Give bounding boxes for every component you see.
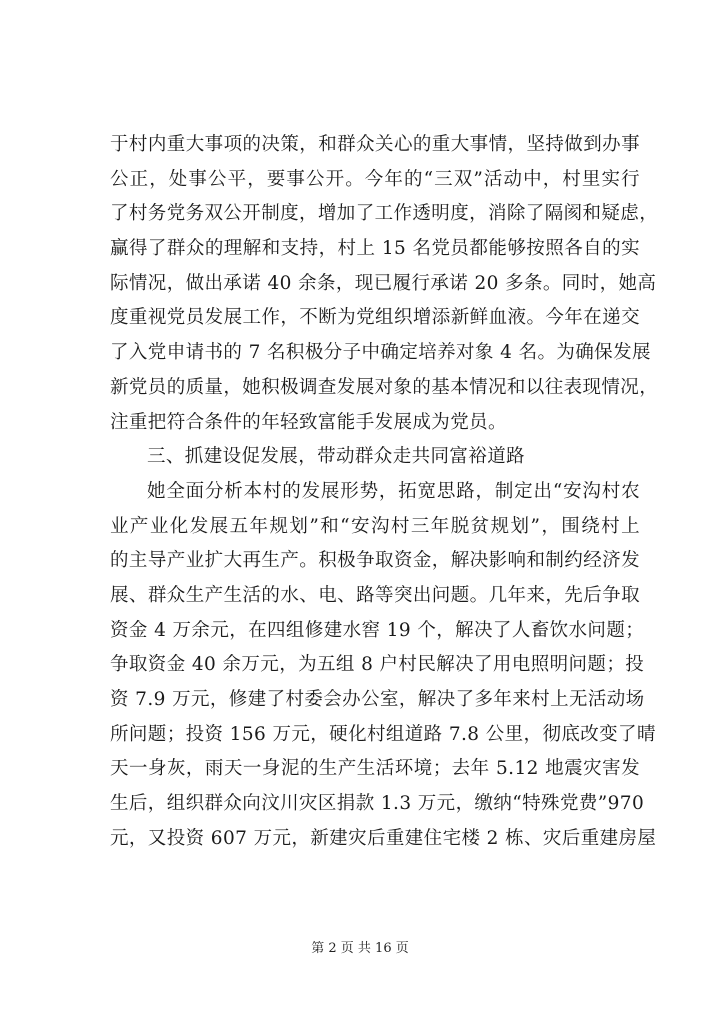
text-line: 天一身灰，雨天一身泥的生产生活环境；去年 5.12 地震灾害发 [110, 758, 640, 780]
text-line: 展、群众生产生活的水、电、路等突出问题。几年来，先后争取 [110, 584, 640, 606]
text-line: 资 7.9 万元，修建了村委会办公室，解决了多年来村上无活动场 [110, 689, 645, 710]
text-line: 于村内重大事项的决策，和群众关心的重大事情，坚持做到办事 [110, 134, 640, 155]
text-line: 公正，处事公平，要事公开。今年的“三双”活动中，村里实行 [110, 168, 640, 190]
text-line: 际情况，做出承诺 40 余条，现已履行承诺 20 多条。同时，她高 [110, 272, 657, 294]
section-heading: 三、抓建设促发展，带动群众走共同富裕道路 [147, 446, 526, 468]
body-text [110, 128, 659, 856]
text-line: 赢得了群众的理解和支持，村上 15 名党员都能够按照各自的实 [110, 238, 640, 260]
text-line: 注重把符合条件的年轻致富能手发展成为党员。 [110, 411, 507, 433]
text-line: 的主导产业扩大再生产。积极争取资金，解决影响和制约经济发 [110, 550, 640, 572]
text-line: 了入党申请书的 7 名积极分子中确定培养对象 4 名。为确保发展 [110, 342, 651, 364]
text-line: 新党员的质量，她积极调查发展对象的基本情况和以往表现情况， [110, 376, 659, 398]
text-line: 生后，组织群众向汶川灾区捐款 1.3 万元，缴纳“特殊党费”970 [110, 793, 645, 815]
text-line: 争取资金 40 余万元，为五组 8 户村民解决了用电照明问题；投 [110, 654, 645, 676]
text-line: 元，又投资 607 万元，新建灾后重建住宅楼 2 栋、灾后重建房屋 [110, 827, 657, 849]
text-line: 资金 4 万余元，在四组修建水窖 19 个，解决了人畜饮水问题； [110, 619, 645, 641]
page-number-footer: 第 2 页 共 16 页 [311, 941, 409, 956]
text-line: 业产业化发展五年规划”和“安沟村三年脱贫规划”，围绕村上 [110, 515, 640, 537]
text-line: 了村务党务双公开制度，增加了工作透明度，消除了隔阂和疑虑， [110, 203, 659, 225]
text-line: 所问题；投资 156 万元，硬化村组道路 7.8 公里，彻底改变了晴 [110, 723, 656, 745]
text-line: 度重视党员发展工作，不断为党组织增添新鲜血液。今年在递交 [110, 307, 640, 329]
text-line: 她全面分析本村的发展形势，拓宽思路，制定出“安沟村农 [147, 480, 640, 502]
